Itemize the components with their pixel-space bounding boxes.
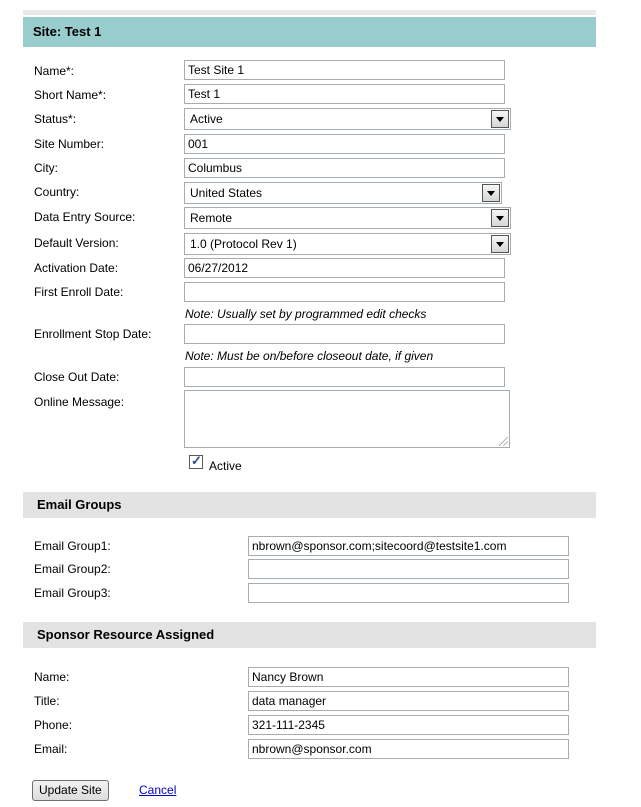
default-version-value: 1.0 (Protocol Rev 1) [190, 237, 297, 251]
chevron-down-icon[interactable] [491, 110, 509, 128]
online-message-label: Online Message: [34, 395, 125, 409]
close-out-date-label: Close Out Date: [34, 370, 120, 384]
sponsor-email-input[interactable]: nbrown@sponsor.com [248, 739, 569, 759]
enrollment-stop-date-input[interactable] [184, 324, 505, 344]
status-label: Status*: [34, 112, 77, 126]
sponsor-phone-label: Phone: [34, 718, 73, 732]
name-input[interactable]: Test Site 1 [184, 60, 505, 80]
short-name-input[interactable]: Test 1 [184, 84, 505, 104]
country-select[interactable] [184, 182, 502, 204]
active-checkbox[interactable] [189, 455, 203, 469]
enrollment-stop-date-label: Enrollment Stop Date: [34, 327, 152, 341]
status-select[interactable] [184, 108, 511, 130]
chevron-down-icon[interactable] [491, 235, 509, 253]
chevron-down-icon[interactable] [482, 184, 500, 202]
activation-date-label: Activation Date: [34, 261, 119, 275]
sponsor-email-label: Email: [34, 742, 68, 756]
short-name-label: Short Name*: [34, 88, 107, 102]
close-out-date-input[interactable] [184, 367, 505, 387]
email-group1-input[interactable]: nbrown@sponsor.com;sitecoord@testsite1.com [248, 536, 569, 556]
sponsor-title-label: Title: [34, 694, 60, 708]
site-header: Site: Test 1 [23, 17, 596, 47]
site-number-input[interactable]: 001 [184, 134, 505, 154]
default-version-select[interactable] [184, 233, 511, 255]
email-group2-input[interactable] [248, 559, 569, 579]
first-enroll-note: Note: Usually set by programmed edit checks [185, 307, 427, 321]
sponsor-phone-input[interactable]: 321-111-2345 [248, 715, 569, 735]
data-entry-source-label: Data Entry Source: [34, 210, 136, 224]
enrollment-stop-note: Note: Must be on/before closeout date, if given [185, 349, 434, 363]
online-message-textarea[interactable] [184, 390, 510, 448]
data-entry-source-value: Remote [190, 211, 233, 225]
top-divider [23, 10, 596, 15]
first-enroll-date-label: First Enroll Date: [34, 285, 124, 299]
site-number-label: Site Number: [34, 137, 105, 151]
email-group3-input[interactable] [248, 583, 569, 603]
default-version-label: Default Version: [34, 236, 119, 250]
sponsor-name-input[interactable]: Nancy Brown [248, 667, 569, 687]
data-entry-source-select[interactable] [184, 207, 511, 229]
cancel-link[interactable]: Cancel [139, 783, 177, 797]
active-label: Active [209, 459, 242, 473]
email-group2-label: Email Group2: [34, 562, 111, 576]
name-label: Name*: [34, 64, 75, 78]
sponsor-name-label: Name: [34, 670, 70, 684]
country-value: United States [190, 186, 263, 200]
sponsor-resource-header: Sponsor Resource Assigned [23, 622, 596, 648]
status-value: Active [190, 112, 223, 126]
email-group1-label: Email Group1: [34, 539, 111, 553]
city-input[interactable]: Columbus [184, 158, 505, 178]
first-enroll-date-input[interactable] [184, 282, 505, 302]
email-groups-header: Email Groups [23, 492, 596, 518]
sponsor-title-input[interactable]: data manager [248, 691, 569, 711]
activation-date-input[interactable]: 06/27/2012 [184, 258, 505, 278]
chevron-down-icon[interactable] [491, 209, 509, 227]
email-group3-label: Email Group3: [34, 586, 111, 600]
city-label: City: [34, 161, 58, 175]
country-label: Country: [34, 185, 80, 199]
update-site-button[interactable]: Update Site [32, 780, 109, 801]
resize-grip-icon[interactable] [499, 437, 508, 446]
